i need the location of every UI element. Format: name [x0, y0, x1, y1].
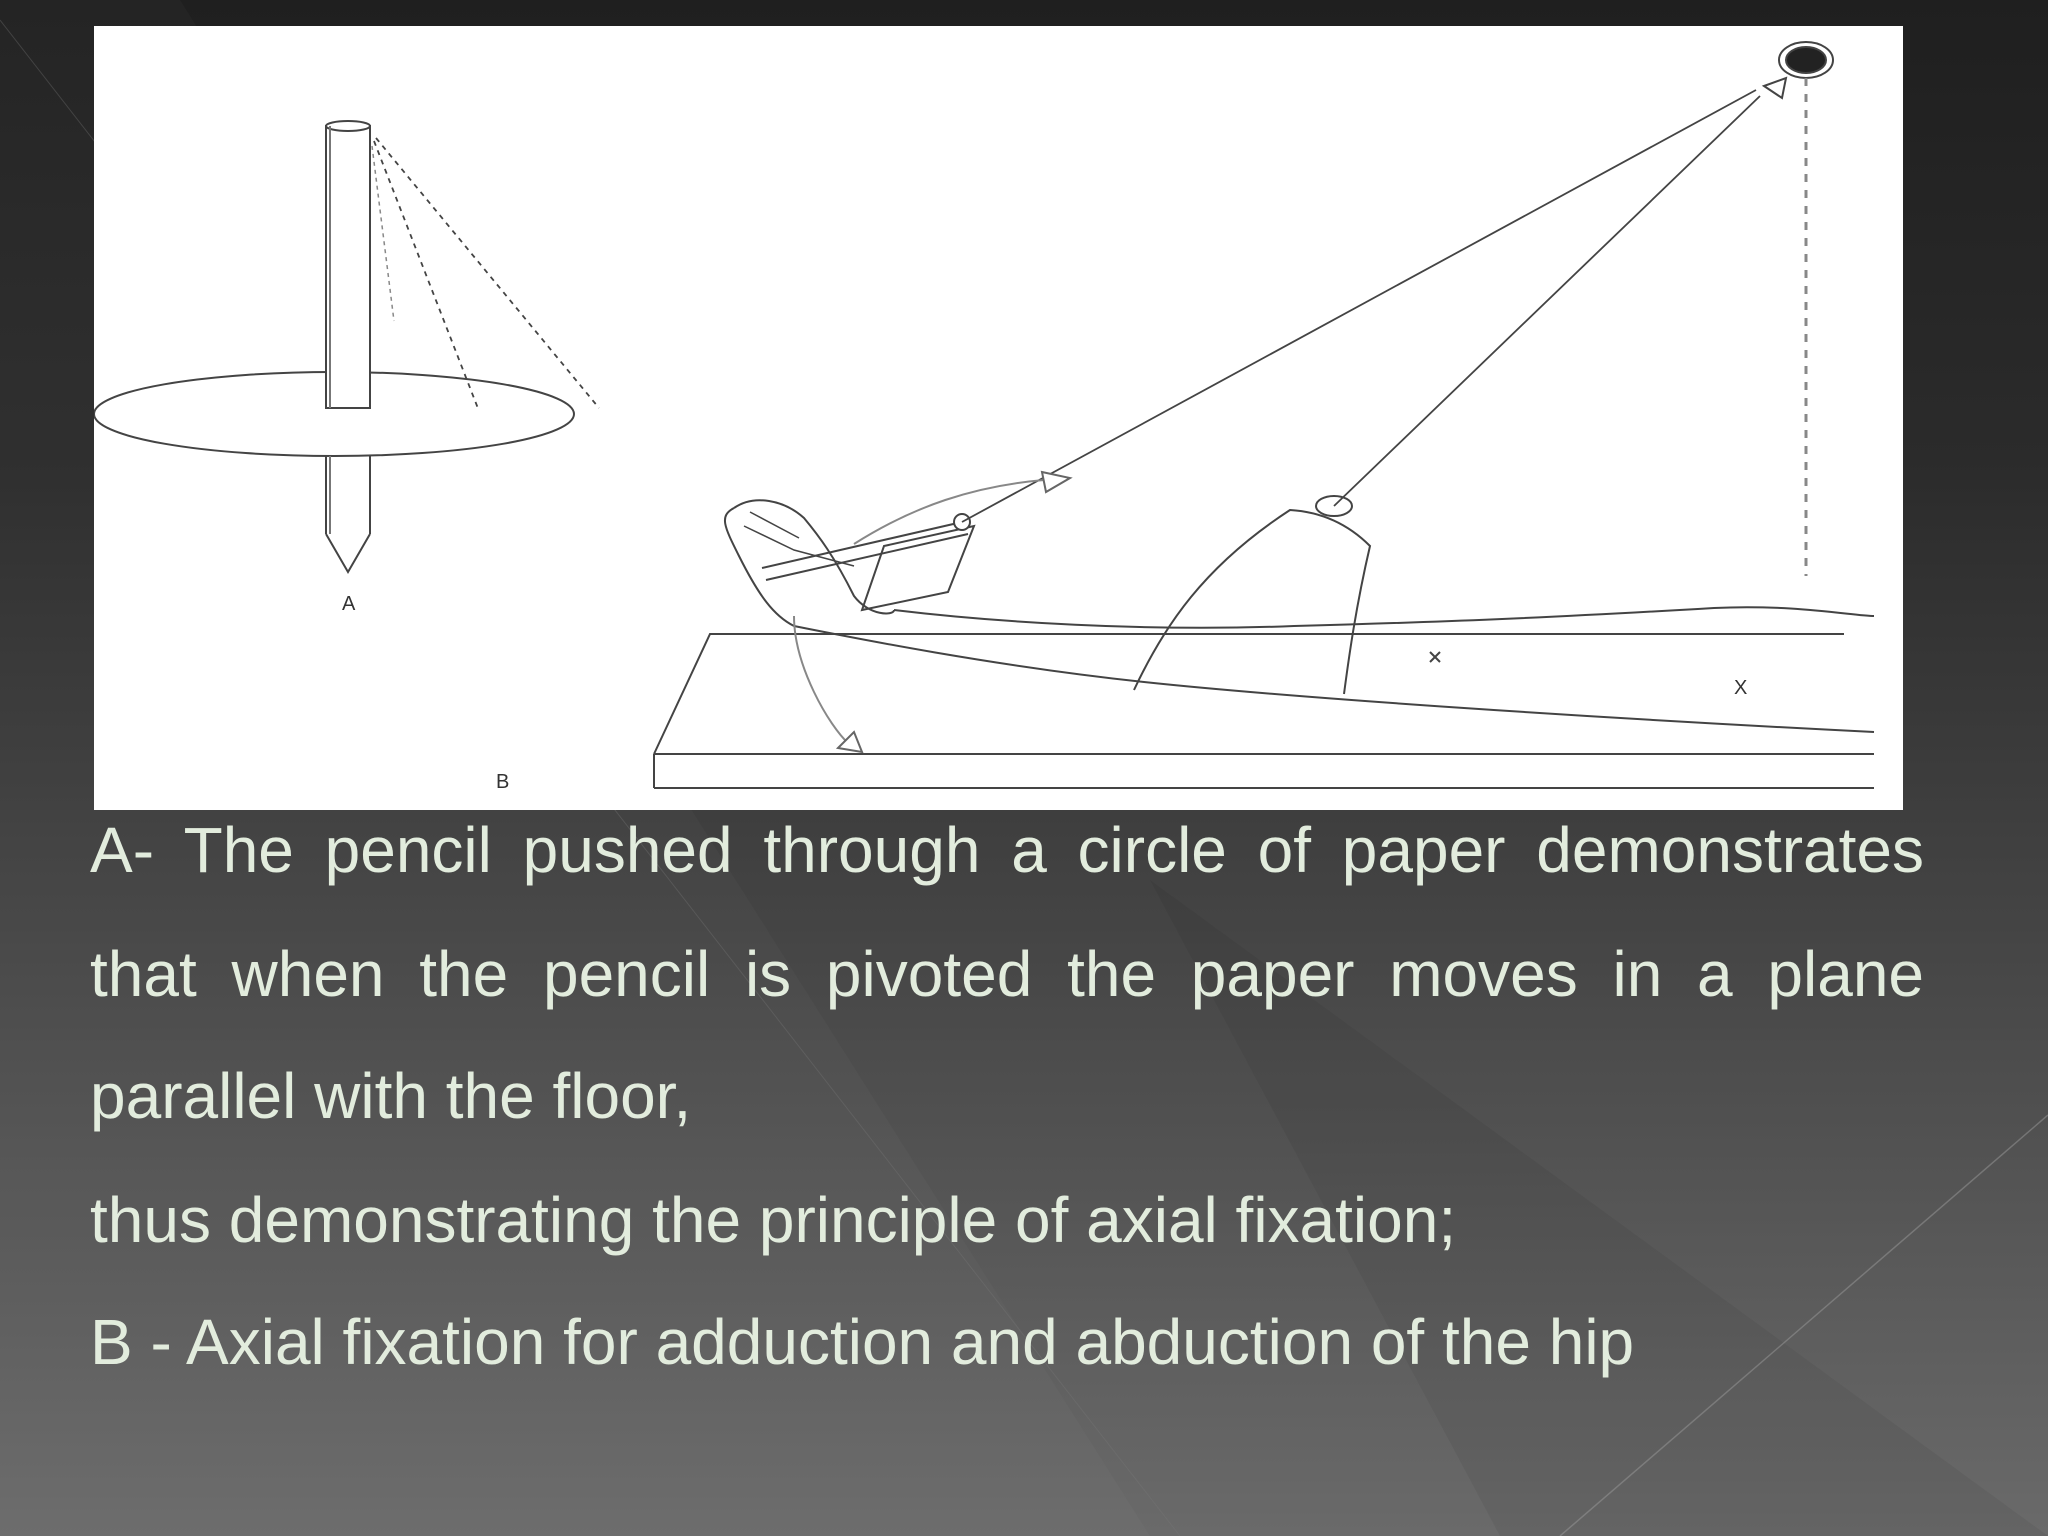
- caption-line-2: that when the pencil is pivoted the paper moves in a plane: [90, 938, 1924, 1010]
- ceiling-anchor: [1764, 42, 1833, 576]
- leg: [725, 500, 1874, 732]
- caption-line-1: A- The pencil pushed through a circle of paper demonstrates: [90, 814, 1924, 886]
- ankle-sling: [762, 514, 974, 610]
- pencil-disc-figure: [94, 121, 599, 572]
- knee-sling: [1134, 496, 1440, 694]
- label-x: X: [1734, 677, 1748, 699]
- caption-line-3: parallel with the floor,: [90, 1060, 692, 1132]
- traction-diagram: [94, 26, 1903, 810]
- caption-line-5: B - Axial fixation for adduction and abduction of the hip: [90, 1306, 1635, 1378]
- label-a: A: [342, 593, 356, 615]
- motion-arrows: [794, 472, 1070, 752]
- caption-line-4: thus demonstrating the principle of axial fixation;: [90, 1184, 1457, 1256]
- table: [654, 634, 1874, 788]
- label-b: B: [496, 771, 510, 793]
